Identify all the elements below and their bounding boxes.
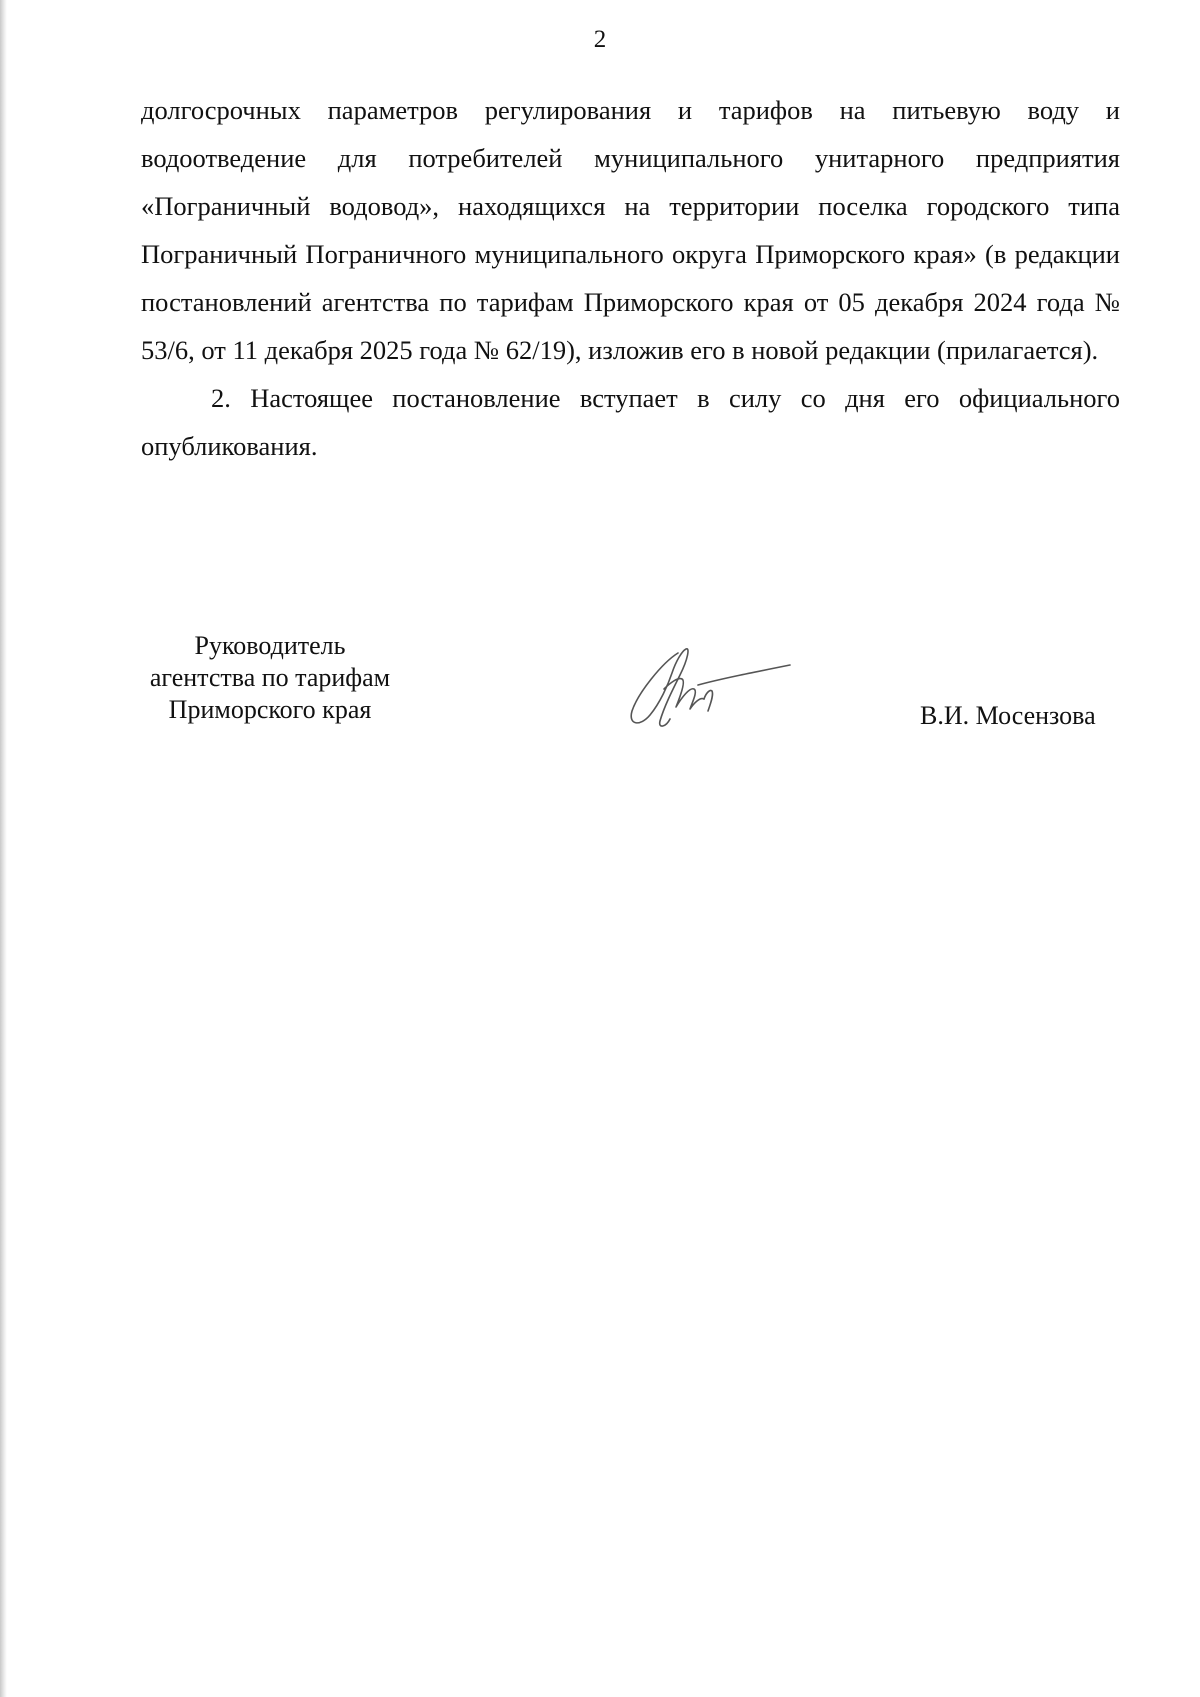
paragraph-effective-date: 2. Настоящее постановление вступает в силу со дня его официального опубликования. <box>141 383 1120 461</box>
position-line-1: Руководитель <box>194 631 346 660</box>
document-body <box>141 86 1120 470</box>
signatory-position <box>120 630 420 726</box>
paragraph-continuation: долгосрочных параметров регулирования и тарифов на питьевую воду и водоотведение для потребителей муниципального унитарного предприятия «Пограничный водовод», находящихся на территории поселка городского типа Пограничный Пограничного муниципального округа Приморского края» (в редакции постановлений агентства по тарифам Приморского края от 05 декабря 2024 года № 53/6, от 11 декабря 2025 года № 62/19), изложив его в новой редакции (прилагается). <box>141 95 1120 365</box>
page-number: 2 <box>593 26 607 53</box>
signature-loop <box>631 649 688 726</box>
page-edge-shadow <box>0 0 7 1697</box>
signature-underline <box>698 665 790 685</box>
position-line-2: агентства по тарифам <box>149 663 391 692</box>
signer-name: В.И. Мосензова <box>920 701 1096 730</box>
signature-stroke-b <box>704 690 713 711</box>
signature-stroke-a <box>664 679 704 709</box>
position-line-3: Приморского края <box>168 695 372 724</box>
handwritten-signature <box>620 645 795 735</box>
